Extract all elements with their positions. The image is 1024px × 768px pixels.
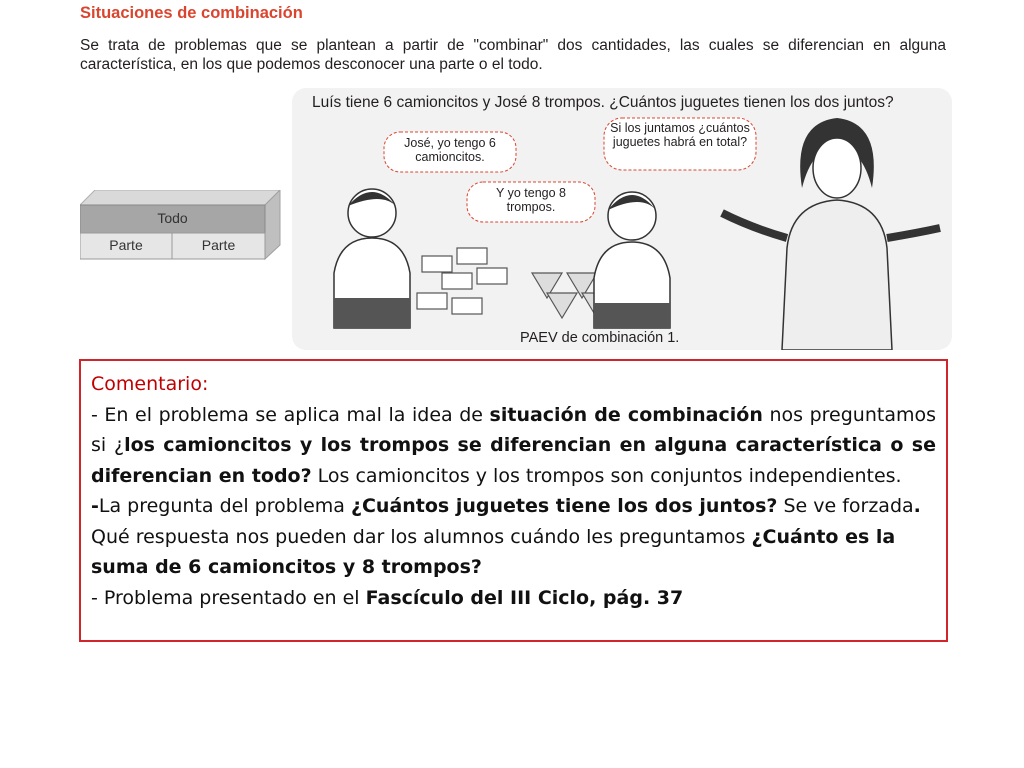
p2-bold-c: ¿Cuántos juguetes tiene los dos juntos? xyxy=(350,495,778,517)
p2-text-b: La pregunta del problema xyxy=(98,495,351,517)
p3-bold-b: Fascículo del III Ciclo, pág. 37 xyxy=(365,586,684,609)
problem-statement: Luís tiene 6 camioncitos y José 8 trompos. ¿Cuántos juguetes tienen los dos juntos? xyxy=(312,94,894,111)
p3-text-a: - Problema presentado en el xyxy=(91,586,366,609)
p1-bold-b: situación de combinación xyxy=(489,403,763,426)
speech-bubble-3-text: Si los juntamos ¿cuántos juguetes habrá en total? xyxy=(610,121,750,149)
p2-bold-g: ¿Cuánto es la suma de 6 camioncitos y 8 trompos? xyxy=(91,525,896,578)
comment-point-1 xyxy=(91,400,936,492)
intro-paragraph: Se trata de problemas que se plantean a partir de "combinar" dos cantidades, las cuales se diferencian en alguna característica, en los que podemos desconocer una parte o el todo. xyxy=(80,37,946,73)
diagram-part-left-label: Parte xyxy=(109,237,143,253)
speech-bubble-2-text: Y yo tengo 8 trompos. xyxy=(496,186,566,214)
p2-text-f: Qué respuesta nos pueden dar los alumnos cuándo les preguntamos xyxy=(91,525,752,548)
comment-point-2 xyxy=(91,491,936,583)
illustration-panel xyxy=(292,88,952,350)
p1-text-e: Los camioncitos y los trompos son conjuntos independientes. xyxy=(311,464,902,487)
p1-text-c: nos preguntamos si ¿ xyxy=(91,403,936,456)
boy-luis-figure xyxy=(334,189,410,328)
diagram-part-right-label: Parte xyxy=(201,237,236,253)
diagram-whole-label: Todo xyxy=(157,210,188,226)
p2-bold-a: - xyxy=(91,495,99,517)
part-whole-diagram xyxy=(80,190,290,265)
p1-bold-d: los camioncitos y los trompos se diferencian en alguna característica o se diferencian en todo? xyxy=(91,434,936,487)
p2-bold-e: . xyxy=(913,495,921,517)
comment-heading: Comentario: xyxy=(91,373,209,395)
comment-point-3 xyxy=(91,583,936,614)
p2-text-d: Se ve forzada xyxy=(777,495,914,517)
p1-text-a: - En el problema se aplica mal la idea de xyxy=(91,403,490,426)
toy-trucks-group xyxy=(417,248,507,314)
illustration-caption: PAEV de combinación 1. xyxy=(520,330,680,346)
boy-jose-figure xyxy=(594,192,670,328)
diagram-block-graphic xyxy=(80,190,290,265)
comment-box xyxy=(79,359,948,642)
section-title: Situaciones de combinación xyxy=(80,4,303,22)
speech-bubble-1-text: José, yo tengo 6 camioncitos. xyxy=(404,136,496,164)
